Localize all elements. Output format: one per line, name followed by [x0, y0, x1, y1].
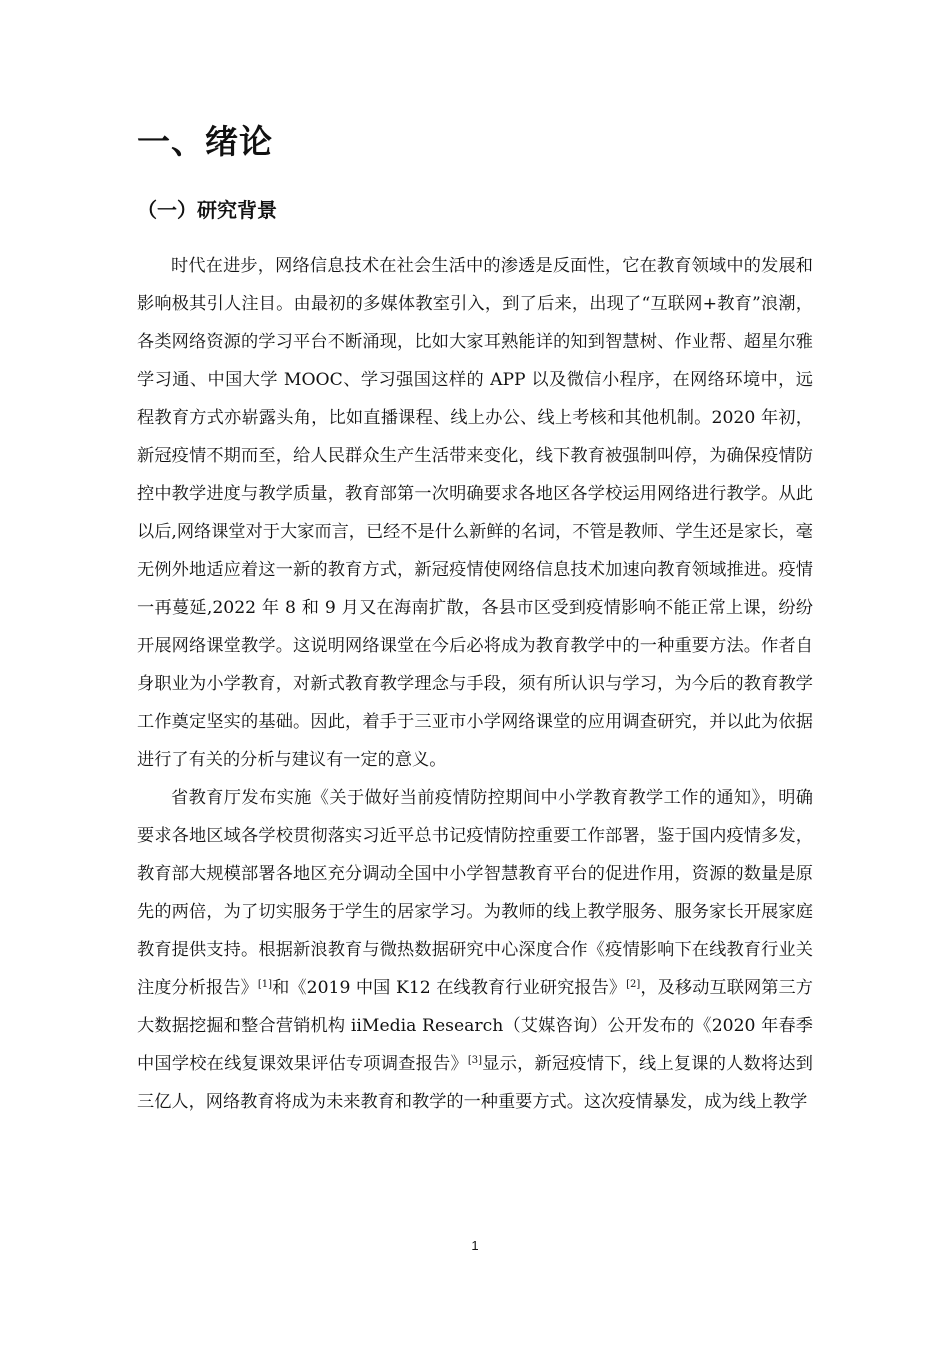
citation-1: [1] [257, 979, 273, 990]
para2-text-1: 省教育厅发布实施《关于做好当前疫情防控期间中小学教育教学工作的通知》，明确要求各地区域各学校贯彻落实习近平总书记疫情防控重要工作部署，鉴于国内疫情多发，教育部大规模部署各地区充分调动全国中小学智慧教育平台的促进作用，资源的数量是原先的两倍，为了切实服务于学生的居家学习。为教师的线上教学服务、服务家长开展家庭教育提供支持。根据新浪教育与微热 [137, 788, 813, 960]
para2-bold-1: 数据研究中心深度合作 [414, 940, 588, 960]
para2-bold-3: 公开发布 [607, 1016, 678, 1036]
body-text [137, 247, 813, 1121]
para2-text-7: 显示，新冠疫情下，线上复课的人数将达到三亿人，网络教育将成为未来教育和教学的一种重要方式。这次疫情暴发，成为线上教学 [137, 1054, 813, 1112]
para2-text-4: ，及移动互联网第三方 [640, 978, 813, 998]
para2-text-2: 《疫情影响下在线教育行业关注度分析报告》 [137, 940, 813, 998]
para2-text-6: 的《2020 年春季中国学校在线复课效果评估专项调查报告》 [137, 1016, 813, 1074]
citation-2: [2] [626, 979, 641, 990]
page-number: 1 [471, 1238, 479, 1253]
citation-3: [3] [467, 1055, 483, 1066]
chapter-heading: 一、绪论 [137, 122, 273, 161]
para2-text-3: 和《2019 中国 K12 在线教育行业研究报告》 [272, 978, 627, 998]
section-heading: （一）研究背景 [137, 198, 277, 222]
paragraph-2 [137, 779, 813, 1121]
paragraph-1: 时代在进步，网络信息技术在社会生活中的渗透是反面性，它在教育领域中的发展和影响极其引人注目。由最初的多媒体教室引入，到了后来，出现了“互联网+教育”浪潮，各类网络资源的学习平台不断涌现，比如大家耳熟能详的知到智慧树、作业帮、超星尔雅学习通、中国大学 MOOC、学习强国这样的 APP 以及微信小程序，在网络环境中，远程教育方式亦崭露头角，比如直播课程、线上办公、线上考核和其他机制。2020 年初，新冠疫情不期而至，给人民群众生产生活带来变化，线下教育被强制叫停，为确保疫情防控中教学进度与教学质量，教育部第一次明确要求各地区各学校运用网络进行教学。从此以后,网络课堂对于大家而言，已经不是什么新鲜的名词，不管是教师、学生还是家长，毫无例外地适应着这一新的教育方式，新冠疫情使网络信息技术加速向教育领域推进。疫情一再蔓延,2022 年 8 和 9 月又在海南扩散，各县市区受到疫情影响不能正常上课，纷纷开展网络课堂教学。这说明网络课堂在今后必将成为教育教学中的一种重要方法。作者自身职业为小学教育，对新式教育教学理念与手段，须有所认识与学习，为今后的教育教学工作奠定坚实的基础。因此，着手于三亚市小学网络课堂的应用调查研究，并以此为依据进行了有关的分析与建议有一定的意义。 [137, 256, 813, 770]
para2-bold-2: 大数据挖掘 [137, 1016, 224, 1036]
para2-text-5: 和整合营销机构 iiMedia Research（艾媒咨询） [223, 1016, 608, 1036]
